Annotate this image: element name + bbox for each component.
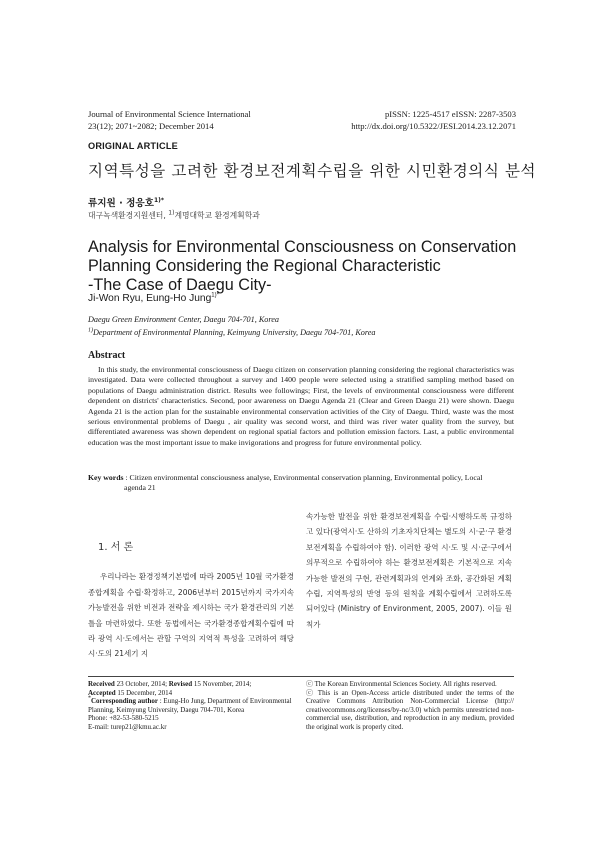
- body-paragraph-right: 속가능한 발전을 위한 환경보전계획을 수립·시행하도록 규정하고 있다(광역시·도 산하의 기초자치단체는 별도의 시·군·구 환경보전계획을 수립하여야 함). 이러한 광역 시·도 및 시·군·구에서 의무적으로 수립하여야 하는 환경보전계획은 기본적으로 지속가능한 발전의 구현, 관련계획과의 연계와 조화, 공간화된 계획수립, 지역특성의 반영 등의 원칙을 계획수립에서 고려하도록 되어있다 (Ministry of Environment, 2005, 2007). 이들 원칙가: [306, 512, 512, 629]
- affiliation-english-2-wrap: [88, 326, 376, 339]
- footnote-right: [306, 680, 514, 732]
- footnote-left: [88, 680, 294, 732]
- title-english-line1: Analysis for Environmental Consciousness on Conservation: [88, 238, 517, 256]
- footnote-corresponding: [88, 697, 294, 714]
- revised-label: Revised: [168, 680, 193, 688]
- journal-issue: 23(12); 2071~2082; December 2014: [88, 121, 214, 131]
- authors-english-sup: 1)*: [211, 292, 219, 299]
- title-english: [88, 238, 528, 295]
- received-date: 23 October, 2014;: [116, 680, 168, 688]
- authors-korean-sup: 1)*: [153, 196, 164, 204]
- affiliation-korean-2: 계명대학교 환경계획학과: [174, 211, 260, 220]
- affiliation-english: [88, 313, 376, 339]
- footnote-email[interactable]: E-mail: turep21@kmu.ac.kr: [88, 722, 167, 731]
- authors-english: [88, 293, 219, 304]
- keywords-text-2: agenda 21: [124, 483, 156, 493]
- title-english-line2: Planning Considering the Regional Characteristic: [88, 257, 441, 275]
- authors-korean: [88, 195, 164, 209]
- journal-name: Journal of Environmental Science International: [88, 109, 251, 119]
- journal-issn: pISSN: 1225-4517 eISSN: 2287-3503: [384, 109, 516, 119]
- abstract-text: In this study, the environmental consciousness of Daegu citizen on conservation planning considering the regional characteristics was investigated. Data were collected throughout a survey and 1400 people were selected using a stratified sampling method based on populations of Daegu administration district. Results wee followings; First, the levels of environmental consciousness were different dependent on districts' characteristics. Second, poor awareness on Daegu Agenda 21 (Clear and Green Daegu 21) were shown. Daegu Agenda 21 is the action plan for the sustainable environmental conservation activities of the City of Daegu. Third, waste was the most serious environmental problems of Daegu , air quality was second worst, and third was river water quality from the survey, but differentiated awareness was shown dependent on regional spatial factors and pollution emission factors. Last, a public environmental education was the most important issue to make invigorations and progress for future environmental policy.: [88, 365, 514, 447]
- footnote-phone: Phone: +82-53-580-5215: [88, 714, 159, 723]
- footnote-dates: [88, 680, 294, 689]
- body-column-right: [306, 509, 512, 632]
- accepted-date: 15 December, 2014: [117, 688, 173, 697]
- journal-doi[interactable]: http://dx.doi.org/10.5322/JESI.2014.23.12.2071: [351, 121, 516, 131]
- keywords-text-1: : Citizen environmental consciousness analyse, Environmental conservation planning, Environmental policy, Local: [123, 473, 483, 482]
- affiliation-korean: [88, 210, 260, 221]
- footnote-accepted: [88, 689, 294, 698]
- accepted-label: Accepted: [88, 688, 116, 697]
- body-paragraph-left: 우리나라는 환경정책기본법에 따라 2005년 10월 국가환경종합계획을 수립·확정하고, 2006년부터 2015년까지 국가지속가능발전을 위한 비전과 전략을 제시하는 국가 환경관리의 기본 틀을 마련하였다. 또한 동법에서는 국가환경종합계획수립에 따라 광역 시·도에서는 관할 구역의 지역적 특성을 고려하여 해당 시·도의 21세기 지: [88, 572, 294, 659]
- journal-info: [88, 108, 251, 132]
- affiliation-english-sup: 1): [88, 327, 93, 334]
- title-korean: 지역특성을 고려한 환경보전계획수립을 위한 시민환경의식 분석: [88, 162, 537, 180]
- authors-english-names: Ji-Won Ryu, Eung-Ho Jung: [88, 293, 212, 304]
- title-english-line3: -The Case of Daegu City-: [88, 276, 272, 294]
- corresponding-author: : Eung-Ho Jung, Department of Environmental Planning, Keimyung University, Daegu 704-701, Korea: [88, 697, 292, 714]
- affiliation-korean-1: 대구녹색환경지원센터,: [88, 211, 166, 220]
- article-type: ORIGINAL ARTICLE: [88, 141, 178, 151]
- footnote-license: ⓒ This is an Open-Access article distributed under the terms of the Creative Commons Attribution Non-Commercial License (http:// creativecommons.org/licenses/by-nc/3.0) which permits unrestricted non-commercial use, distribution, and reproduction in any medium, provided the original work is properly cited.: [306, 688, 514, 731]
- footnote-divider: [88, 676, 514, 677]
- received-label: Received: [88, 680, 115, 688]
- section-heading: 1. 서 론: [98, 542, 134, 553]
- corresponding-label: Corresponding author: [91, 697, 158, 706]
- keywords-label: Key words: [88, 473, 124, 482]
- affiliation-korean-sup: 1): [168, 209, 175, 217]
- abstract-heading: Abstract: [88, 350, 126, 361]
- footnote-copyright: ⓒ The Korean Environmental Sciences Society. All rights reserved.: [306, 680, 497, 688]
- affiliation-english-1: Daegu Green Environment Center, Daegu 704-701, Korea: [88, 315, 280, 324]
- keywords: [88, 473, 514, 494]
- body-column-left: [88, 540, 294, 662]
- affiliation-english-2: Department of Environmental Planning, Keimyung University, Daegu 704-701, Korea: [93, 328, 376, 337]
- revised-date: 15 November, 2014;: [193, 680, 252, 688]
- corresponding-sup: *: [88, 695, 91, 702]
- journal-ids: [351, 108, 516, 132]
- authors-korean-names: 류지원 · 정응호: [88, 198, 154, 209]
